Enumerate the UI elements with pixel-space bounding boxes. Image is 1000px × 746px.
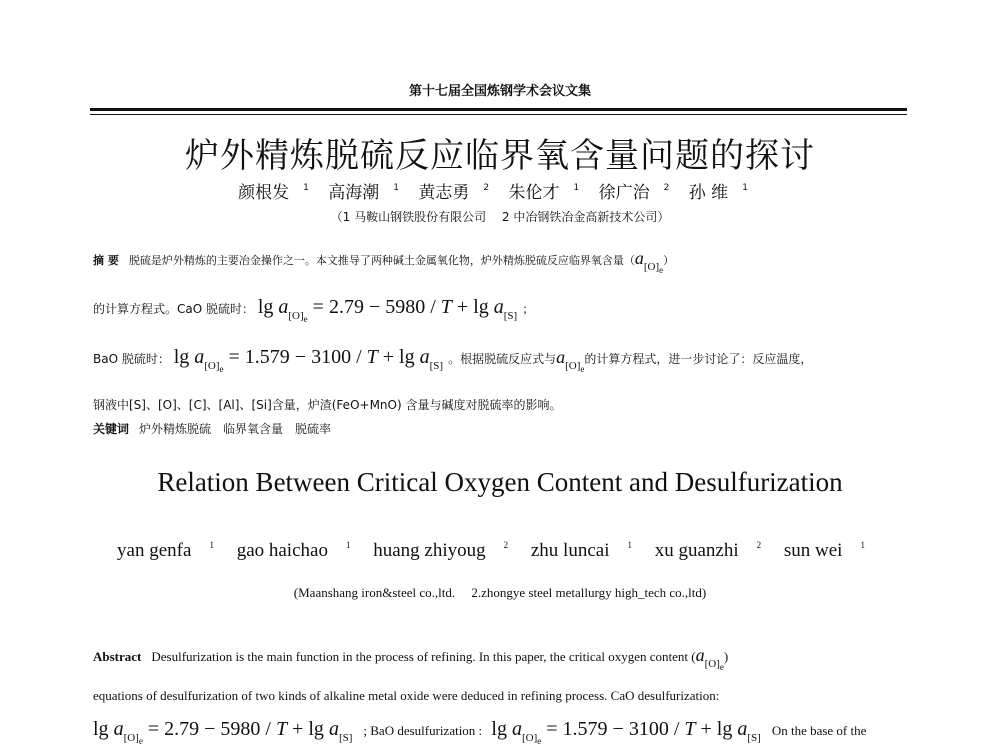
author: 徐广治 $^2$ (598, 183, 670, 203)
english-affiliation: (Maanshang iron&steel co.,ltd. 2.zhongye steel metallurgy high_tech co.,ltd) (293, 585, 707, 600)
chinese-authors (0, 178, 1000, 203)
bao-formula: $\lg a_{[O]_e} = 1.579 - 3100 / T + \lg a_{[S]}$ (173, 346, 444, 374)
keywords: 炉外精炼脱硫 临界氧含量 脱硫率 (139, 422, 332, 436)
author: xu guanzhi $^2$ (654, 540, 762, 561)
proceedings-header: 第十七届全国炼钢学术会议文集 (408, 84, 591, 99)
author: yan genfa $^1$ (117, 540, 214, 561)
abstract-label: 摘 要 (93, 254, 119, 267)
header-rule-thin (90, 114, 907, 115)
author: zhu luncai $^1$ (530, 540, 632, 561)
author: 孙 维 $^1$ (688, 183, 748, 203)
author: 高海潮 $^1$ (328, 183, 399, 203)
chinese-affiliation: （1 马鞍山钢铁股份有限公司 2 中冶钢铁冶金高新技术公司） (330, 210, 670, 224)
cn-abstract-line-2: 的计算方程式。CaO 脱硫时： $\lg a_{[O]_e} = 2.79 - 5980 / T + \lg a_{[S]}$ ； (93, 296, 535, 324)
author: huang zhiyoug $^2$ (373, 540, 509, 561)
cao-formula: $\lg a_{[O]_e} = 2.79 - 5980 / T + \lg a_{[S]}$ (257, 296, 518, 324)
author: 颜根发 $^1$ (238, 183, 309, 203)
author: sun wei $^1$ (783, 540, 865, 561)
author: gao haichao $^1$ (236, 540, 351, 561)
author: 朱伦才 $^1$ (508, 183, 580, 203)
abstract-label: Abstract (93, 649, 142, 664)
en-abstract-line-3: $\lg a_{[O]_e} = 2.79 - 5980 / T + \lg a_{[S]}$ ; BaO desulfurization : $\lg a_{[O]_e} = 1.579 - 3100 / T + \lg a_{[S]}$ On the base of the (93, 718, 867, 746)
author: 黄志勇 $^2$ (418, 183, 490, 203)
header-rule-thick (90, 108, 907, 111)
english-title: Relation Between Critical Oxygen Content and Desulfurization (157, 467, 843, 497)
keywords-label: 关键词 (93, 422, 130, 436)
en-abstract-line-2: equations of desulfurization of two kinds of alkaline metal oxide were deduced in refining process. CaO desulfurization: (93, 688, 720, 703)
cn-abstract-line-3: BaO 脱硫时： $\lg a_{[O]_e} = 1.579 - 3100 / T + \lg a_{[S]}$ 。根据脱硫反应式与$a_{[O]_e}$的计算方程式，进一步讨论了：反应温度， (93, 346, 813, 374)
en-abstract-line-1: Abstract Desulfurization is the main function in the process of refining. In this paper, the critical oxygen content $(a_{[O]_e})$ (93, 645, 729, 672)
cn-abstract-line-1: 摘 要 脱硫是炉外精炼的主要冶金操作之一。本文推导了两种碱土金属氧化物，炉外精炼脱硫反应临界氧含量$(a_{[O]_e})$ (93, 248, 675, 275)
cn-abstract-line-4: 钢液中[S]、[O]、[C]、[Al]、[Si]含量，炉渣(FeO+MnO) 含量与碱度对脱硫率的影响。 (93, 398, 562, 412)
chinese-title: 炉外精炼脱硫反应临界氧含量问题的探讨 (185, 136, 815, 176)
english-authors (0, 540, 1000, 562)
keywords-line (93, 420, 331, 437)
